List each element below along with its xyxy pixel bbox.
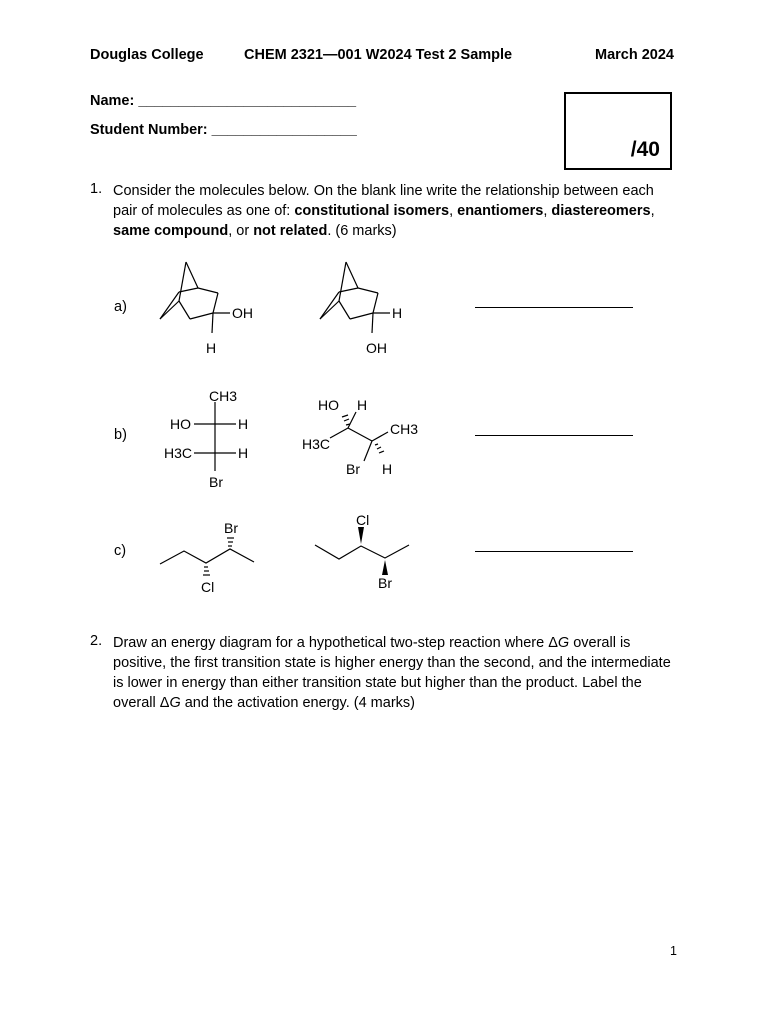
atom-br: Br <box>378 575 392 591</box>
score-box <box>564 92 672 170</box>
question-1-number: 1. <box>90 181 103 197</box>
structure-b-right <box>298 390 428 485</box>
answer-blank-b[interactable] <box>475 435 633 436</box>
atom-h: H <box>392 305 403 321</box>
atom-h: H <box>382 461 393 477</box>
q1-option-diastereomers: diastereomers <box>551 203 651 219</box>
q1-intro: Consider the molecules below. On the blank line write the relationship between each pair of molecules as one of: <box>113 183 654 219</box>
atom-ch3: CH3 <box>390 421 419 437</box>
answer-blank-a[interactable] <box>475 307 633 308</box>
atom-br: Br <box>209 474 223 490</box>
atom-oh: OH <box>232 305 253 321</box>
q1-option-not-related: not related <box>253 223 328 239</box>
structure-c-right <box>305 512 420 597</box>
atom-h3c: H3C <box>302 436 331 452</box>
institution-name: Douglas College <box>90 47 204 63</box>
question-1-text: Consider the molecules below. On the blank line write the relationship between each pair of molecules as one of: constitutional isomers, enantiomers, diastereomers, same compound, or not related. (6 marks) <box>113 183 655 239</box>
question-2-number: 2. <box>90 633 103 649</box>
q1-marks: . (6 marks) <box>327 223 397 239</box>
q1-option-same: same compound <box>113 223 229 239</box>
part-c-label: c) <box>114 543 127 559</box>
test-date: March 2024 <box>595 47 674 63</box>
atom-br: Br <box>346 461 360 477</box>
answer-blank-c[interactable] <box>475 551 633 552</box>
q1-option-constitutional: constitutional isomers <box>294 203 450 219</box>
atom-cl: Cl <box>356 512 370 528</box>
part-b-label: b) <box>114 427 127 443</box>
atom-h: H <box>357 397 368 413</box>
atom-ho: HO <box>318 397 339 413</box>
structure-b-left <box>160 385 270 495</box>
structure-a-left <box>150 255 270 365</box>
page-number: 1 <box>670 944 677 958</box>
name-field[interactable]: Name: ___________________________ <box>90 93 357 109</box>
course-title: CHEM 2321—001 W2024 Test 2 Sample <box>244 47 513 63</box>
atom-cl: Cl <box>201 579 215 595</box>
atom-br: Br <box>224 520 238 536</box>
atom-h: H <box>238 445 249 461</box>
atom-ho: HO <box>170 416 191 432</box>
atom-h3c: H3C <box>164 445 193 461</box>
student-number-field[interactable]: Student Number: __________________ <box>90 122 357 138</box>
structure-a-right <box>310 255 430 365</box>
total-score: /40 <box>630 138 660 161</box>
part-a-label: a) <box>114 299 127 315</box>
q1-option-enantiomers: enantiomers <box>457 203 544 219</box>
atom-h: H <box>206 340 217 356</box>
atom-ch3: CH3 <box>209 388 238 404</box>
atom-oh: OH <box>366 340 387 356</box>
structure-c-left <box>150 515 265 600</box>
question-2-text: Draw an energy diagram for a hypothetical two-step reaction where ΔG overall is positive, the first transition state is higher energy than the second, and the intermediate is lower in energy than either transition state but higher than the product. Label the overall ΔG and the activation energy. (4 marks) <box>113 635 671 711</box>
atom-h: H <box>238 416 249 432</box>
